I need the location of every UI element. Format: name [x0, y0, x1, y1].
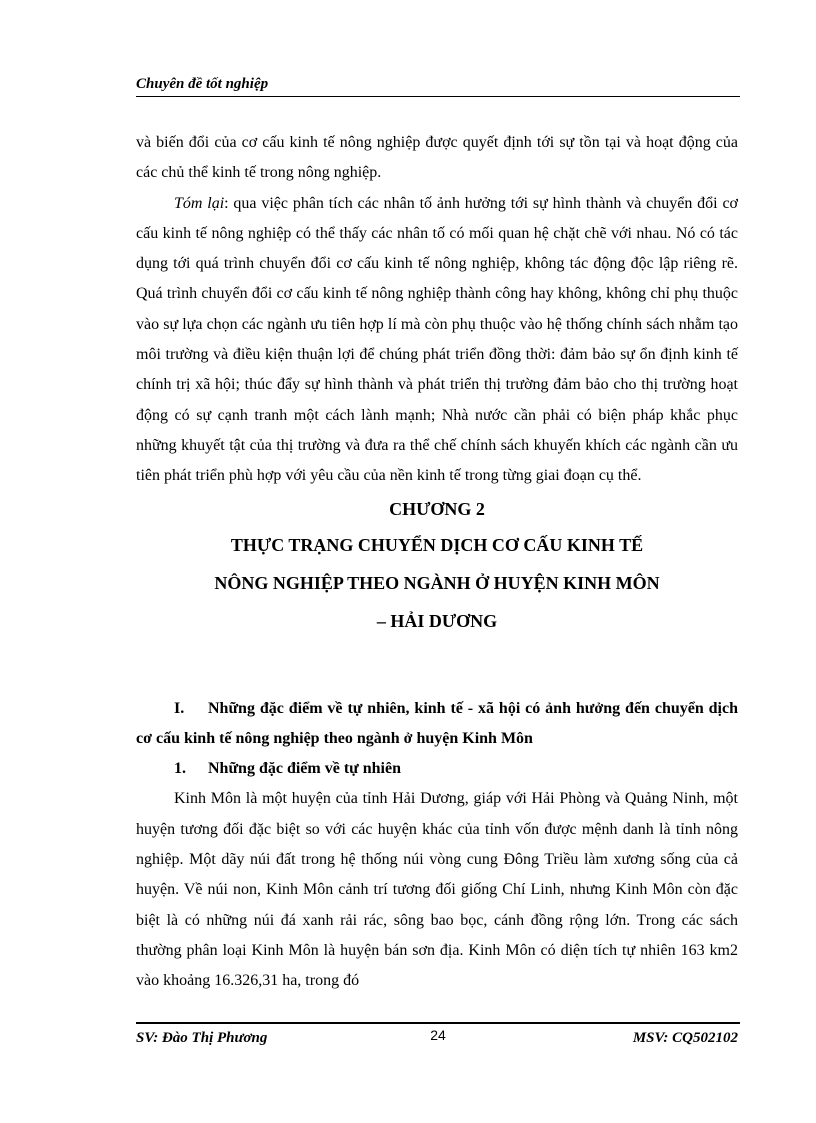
paragraph-natural-features: Kinh Môn là một huyện của tỉnh Hải Dương, giáp với Hải Phòng và Quảng Ninh, một huyện tương đối đặc biệt so với các huyện khác của tỉnh vốn được mệnh danh là tỉnh nông nghiệp. Một dãy núi đất trong hệ thống núi vòng cung Đông Triều làm xương sống của cả huyện. Về núi non, Kinh Môn cảnh trí tương đối giống Chí Linh, nhưng Kinh Môn còn đặc biệt là có những núi đá xanh rải rác, sông bao bọc, cánh đồng rộng lớn. Trong các sách thường phân loại Kinh Môn là huyện bán sơn địa. Kinh Môn có diện tích tự nhiên 163 km2 vào khoảng 16.326,31 ha, trong đó	[136, 790, 738, 990]
header-rule	[136, 96, 740, 97]
page-footer	[136, 1022, 740, 1048]
page-number: 24	[430, 1027, 446, 1043]
chapter-title-line-2: NÔNG NGHIỆP THEO NGÀNH Ở HUYỆN KINH MÔN	[214, 572, 660, 593]
subsection-heading	[136, 754, 738, 784]
chapter-title-line-1: THỰC TRẠNG CHUYỂN DỊCH CƠ CẤU KINH TẾ	[230, 534, 644, 555]
subsection-title: Những đặc điểm về tự nhiên	[208, 760, 401, 778]
summary-text: : qua việc phân tích các nhân tố ảnh hưởng tới sự hình thành và chuyển đổi cơ cấu kinh tế nông nghiệp có thể thấy các nhân tố có mối quan hệ chặt chẽ với nhau. Nó có tác dụng tới quá trình chuyển đổi cơ cấu kinh tế nông nghiệp, không tác động độc lập riêng rẽ. Quá trình chuyển đổi cơ cấu kinh tế nông nghiệp thành công hay không, không chỉ phụ thuộc vào sự lựa chọn các ngành ưu tiên hợp lí mà còn phụ thuộc vào hệ thống chính sách nhằm tạo môi trường và điều kiện thuận lợi để chúng phát triển đồng thời: đảm bảo sự ổn định kinh tế chính trị xã hội; thúc đẩy sự hình thành và phát triển thị trường đảm bảo cho thị trường hoạt động có sự cạnh tranh một cách lành mạnh; Nhà nước cần phải có biện pháp khắc phục những khuyết tật của thị trường và đưa ra thể chế chính sách khuyến khích các ngành cần ưu tiên phát triển phù hợp với yêu cầu của nền kinh tế trong từng giai đoạn cụ thể.	[136, 194, 739, 485]
header-title: Chuyên đề tốt nghiệp	[136, 76, 269, 92]
chapter-title-line-3: – HẢI DƯƠNG	[376, 610, 498, 631]
subsection-number: 1.	[174, 760, 186, 778]
footer-student-name: SV: Đào Thị Phương	[136, 1030, 268, 1046]
chapter-label: CHƯƠNG 2	[389, 498, 485, 519]
section-heading	[136, 694, 738, 755]
summary-lead: Tóm lại	[174, 194, 225, 212]
paragraph-summary	[136, 189, 738, 492]
page-body	[136, 128, 738, 997]
footer-student-id: MSV: CQ502102	[632, 1030, 738, 1046]
paragraph-continuation: và biến đổi của cơ cấu kinh tế nông nghiệp được quyết định tới sự tồn tại và hoạt động của các chủ thể kinh tế trong nông nghiệp.	[136, 134, 738, 182]
footer-rule	[136, 1022, 740, 1024]
section-title: Những đặc điểm về tự nhiên, kinh tế - xã hội có ảnh hưởng đến chuyển dịch cơ cấu kinh tế nông nghiệp theo ngành ở huyện Kinh Môn	[136, 699, 738, 747]
section-number: I.	[174, 699, 185, 717]
page-header	[136, 74, 740, 97]
